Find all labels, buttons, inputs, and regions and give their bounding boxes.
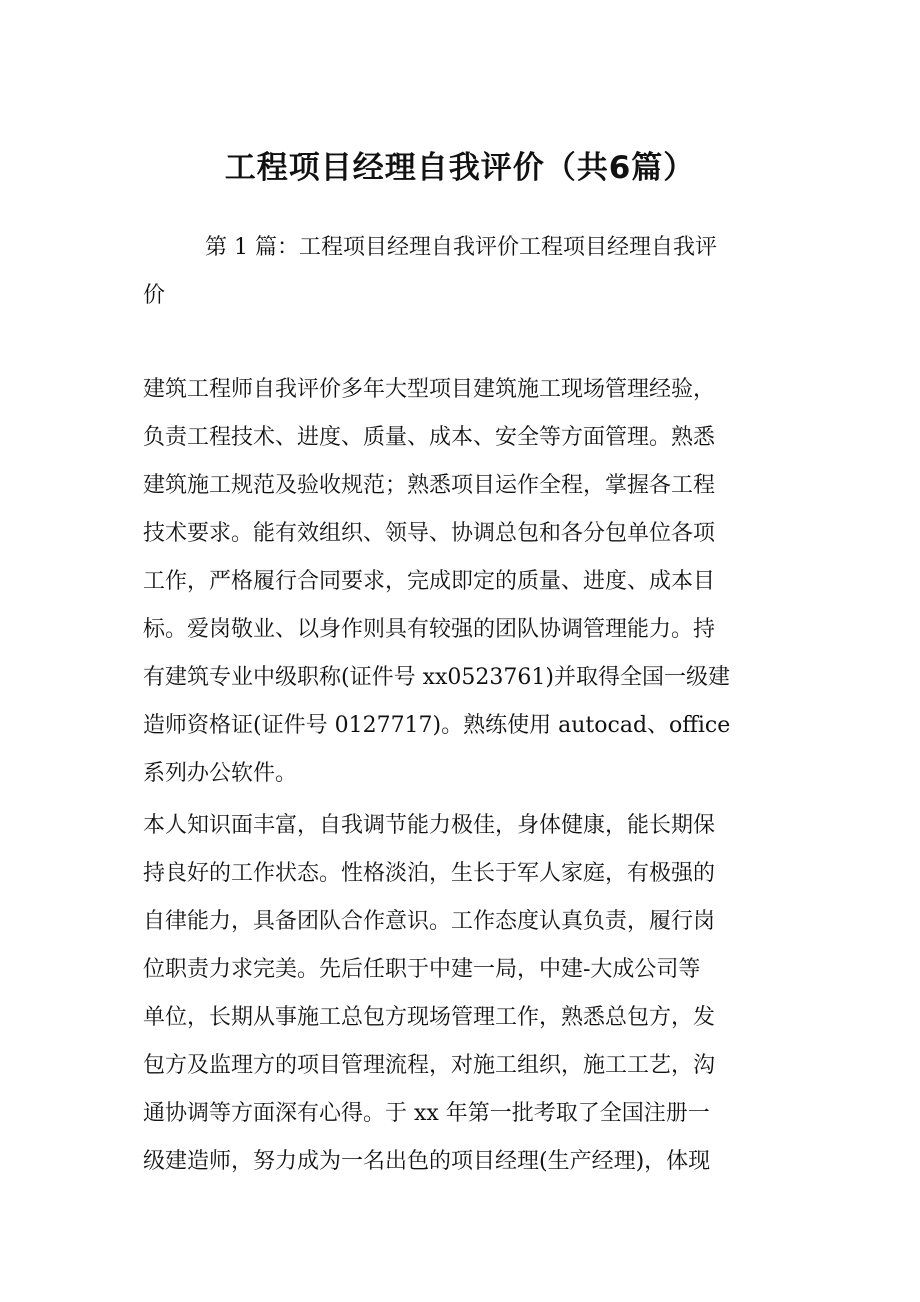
paragraph-line: 本人知识面丰富，自我调节能力极佳，身体健康，能长期保 bbox=[143, 813, 716, 838]
paragraph-line: 单位，长期从事施工总包方现场管理工作，熟悉总包方，发 bbox=[143, 1005, 716, 1030]
paragraph-line: 工作，严格履行合同要求，完成即定的质量、进度、成本目 bbox=[143, 569, 716, 594]
paragraph-line: 系列办公软件。 bbox=[143, 761, 298, 786]
paragraph-line: 级建造师，努力成为一名出色的项目经理(生产经理)，体现 bbox=[143, 1149, 711, 1174]
paragraph-line: 通协调等方面深有心得。于 xx 年第一批考取了全国注册一 bbox=[143, 1101, 710, 1126]
paragraph-2 bbox=[143, 802, 793, 1186]
paragraph-line: 包方及监理方的项目管理流程，对施工组织，施工工艺，沟 bbox=[143, 1053, 716, 1078]
paragraph-line: 建筑施工规范及验收规范；熟悉项目运作全程，掌握各工程 bbox=[143, 473, 716, 498]
paragraph-1 bbox=[143, 366, 793, 798]
document-title: 工程项目经理自我评价（共6篇） bbox=[224, 150, 696, 186]
paragraph-line: 技术要求。能有效组织、领导、协调总包和各分包单位各项 bbox=[143, 521, 716, 546]
paragraph-line: 造师资格证(证件号 0127717)。熟练使用 autocad、office bbox=[143, 713, 731, 738]
paragraph-line: 持良好的工作状态。性格淡泊，生长于军人家庭，有极强的 bbox=[143, 861, 716, 886]
section-heading-line: 第 1 篇：工程项目经理自我评价工程项目经理自我评 bbox=[205, 235, 717, 260]
paragraph-line: 位职责力求完美。先后任职于中建一局，中建-大成公司等 bbox=[143, 957, 701, 982]
section-heading bbox=[143, 224, 793, 320]
paragraph-line: 自律能力，具备团队合作意识。工作态度认真负责，履行岗 bbox=[143, 909, 716, 934]
section-heading-line: 价 bbox=[143, 283, 166, 308]
paragraph-line: 负责工程技术、进度、质量、成本、安全等方面管理。熟悉 bbox=[143, 425, 716, 450]
paragraph-line: 标。爱岗敬业、以身作则具有较强的团队协调管理能力。持 bbox=[143, 617, 716, 642]
paragraph-line: 建筑工程师自我评价多年大型项目建筑施工现场管理经验， bbox=[143, 377, 716, 402]
paragraph-line: 有建筑专业中级职称(证件号 xx0523761)并取得全国一级建 bbox=[143, 665, 730, 690]
